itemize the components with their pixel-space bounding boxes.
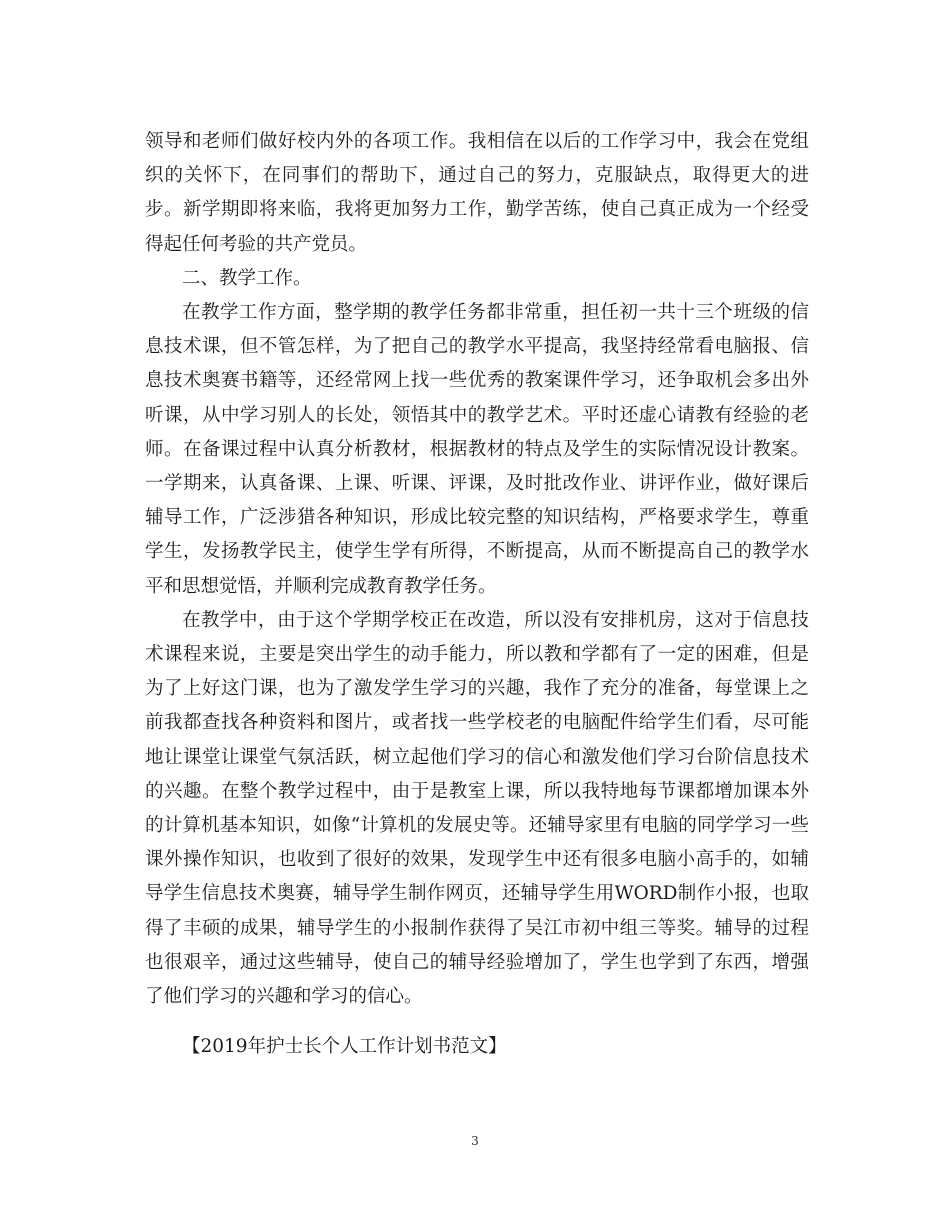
document-body <box>145 125 809 1064</box>
page-number: 3 <box>471 1134 479 1148</box>
section-heading-teaching-work: 二、教学工作。 <box>182 267 312 289</box>
related-article-title: 【2019年护士长个人工作计划书范文】 <box>182 1036 507 1058</box>
paragraph-teaching-work: 在教学工作方面，整学期的教学任务都非常重，担任初一共十三个班级的信息技术课，但不管怎样，为了把自己的教学水平提高，我坚持经常看电脑报、信息技术奥赛书籍等，还经常网上找一些优秀的教案课件学习，还争取机会多出外听课，从中学习别人的长处，领悟其中的教学艺术。平时还虚心请教有经验的老师。在备课过程中认真分析教材，根据教材的特点及学生的实际情况设计教案。一学期来，认真备课、上课、听课、评课，及时批改作业、讲评作业，做好课后辅导工作，广泛涉猎各种知识，形成比较完整的知识结构，严格要求学生，尊重学生，发扬教学民主，使学生学有所得，不断提高，从而不断提高自己的教学水平和思想觉悟，并顺利完成教育教学任务。 <box>145 302 809 597</box>
paragraph-continuation: 领导和老师们做好校内外的各项工作。我相信在以后的工作学习中，我会在党组织的关怀下，在同事们的帮助下，通过自己的努力，克服缺点，取得更大的进步。新学期即将来临，我将更加努力工作，勤学苦练，使自己真正成为一个经受得起任何考验的共产党员。 <box>145 131 809 255</box>
paragraph-teaching-process: 在教学中，由于这个学期学校正在改造，所以没有安排机房，这对于信息技术课程来说，主要是突出学生的动手能力，所以教和学都有了一定的困难，但是为了上好这门课，也为了激发学生学习的兴趣，我作了充分的准备，每堂课上之前我都查找各种资料和图片，或者找一些学校老的电脑配件给学生们看，尽可能地让课堂让课堂气氛活跃，树立起他们学习的信心和激发他们学习台阶信息技术的兴趣。在整个教学过程中，由于是教室上课，所以我特地每节课都增加课本外的计算机基本知识，如像“计算机的发展史等。还辅导家里有电脑的同学学习一些课外操作知识，也收到了很好的效果，发现学生中还有很多电脑小高手的，如辅导学生信息技术奥赛，辅导学生制作网页，还辅导学生用WORD制作小报，也取得了丰硕的成果，辅导学生的小报制作获得了吴江市初中组三等奖。辅导的过程也很艰辛，通过这些辅导，使自己的辅导经验增加了，学生也学到了东西，增强了他们学习的兴趣和学习的信心。 <box>145 609 809 1008</box>
